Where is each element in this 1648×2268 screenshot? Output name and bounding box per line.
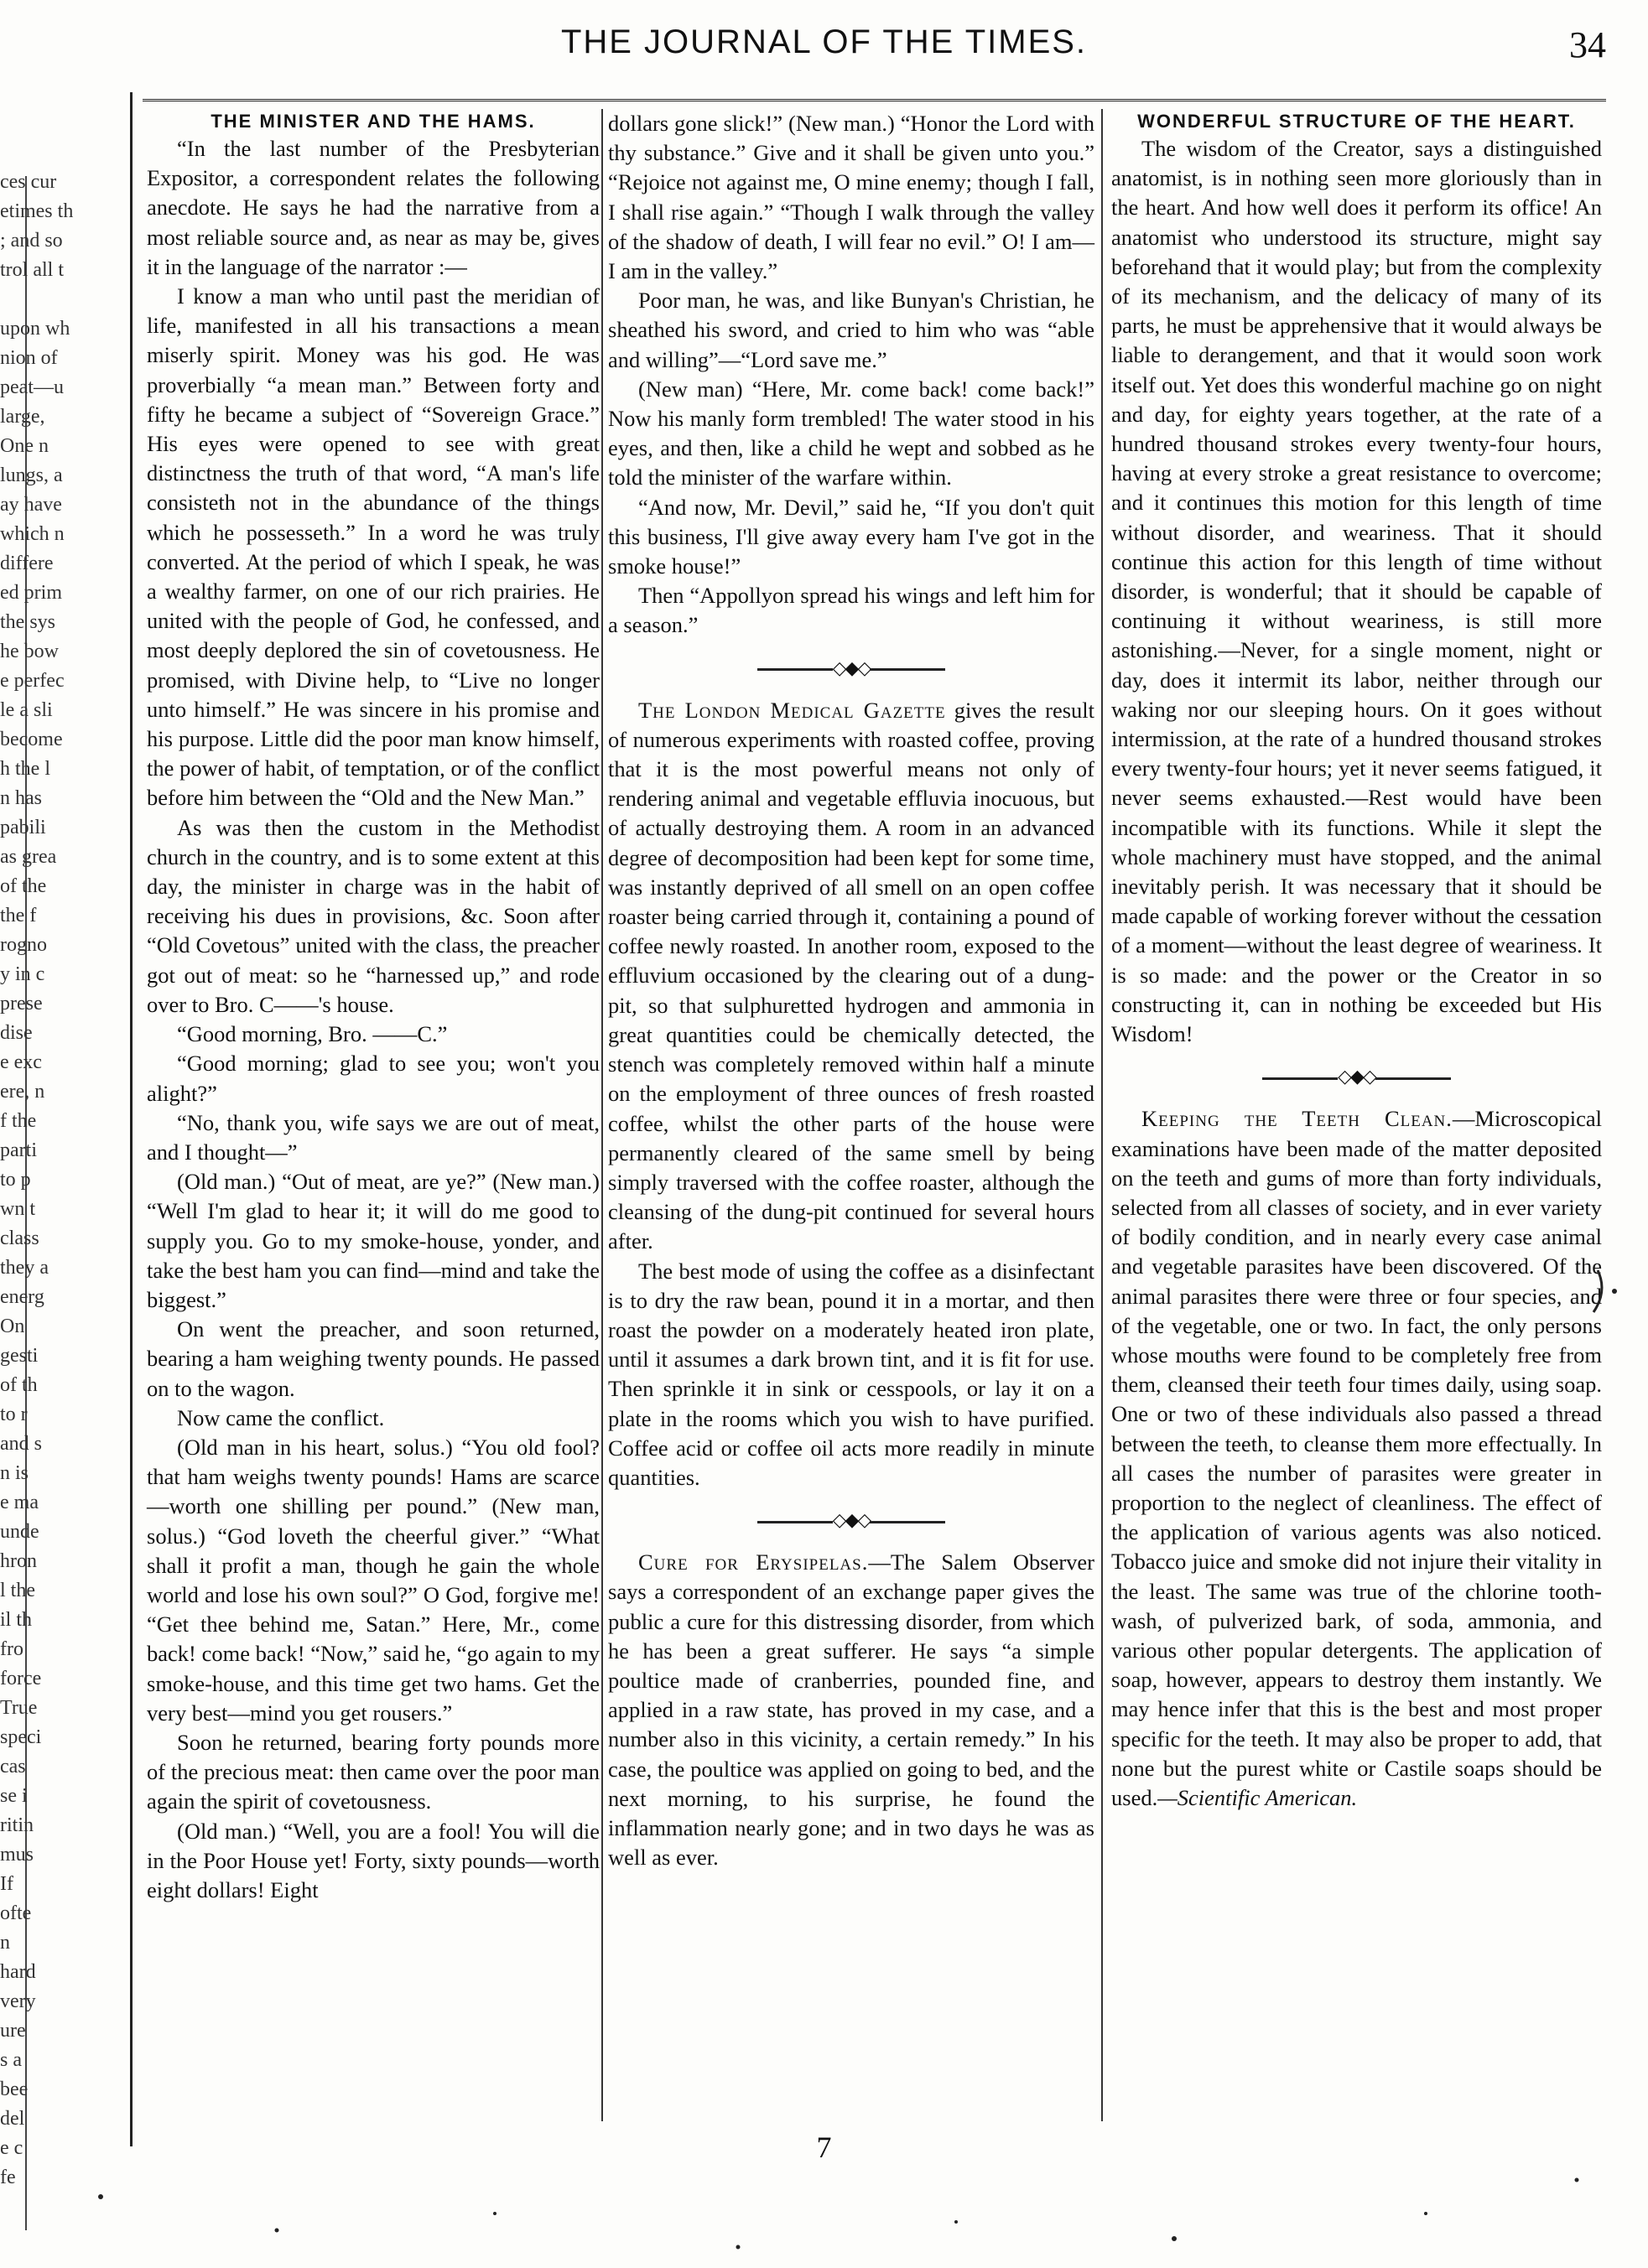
bleed-line: they a — [0, 1257, 49, 1279]
paragraph: Now came the conflict. — [177, 1404, 385, 1430]
bleed-line: to r — [0, 1404, 28, 1425]
article-heart-text: The wisdom of the Creator, says a distinguished anatomist, is in nothing seen more gloriously than in the heart. And how well does it perform its office! An anatomist who understood its structure, might say beforehand that it would play; but from the complexity of its mechanism, and the delicacy of many of its parts, he must be apprehensive that it would always be liable to derangement, and that it would soon work itself out. Yet does this wonderful machine go on night and day, for eighty years together, at the rate of a hundred thousand strokes every twenty-four hours, having at every stroke a great resistance to overcome; and it continues this motion for this length of time without disorder, and weariness. That it should continue this action for this length of time without disorder, is wonderful; that it should be capable of continuing it without weariness, is still more astonishing.—Never, for a single moment, night or day, does it intermit its labor, neither through our waking nor our sleeping hours. On it goes without intermission, at the rate of a hundred thousand strokes every twenty-four hours; yet it never seems fatigued, it never seems exhausted.—Rest would have been incompatible with its functions. While it slept the whole machinery must have stopped, and the animal inevitably perish. It was necessary that it should be made capable of working forever without the cessation of a moment—without the least degree of weariness. It is so made: and the power or the Creator in so constructing it, can in nothing be exceeded but His Wisdom! — [1111, 136, 1602, 1047]
paragraph: (Old man.) “Well, you are a fool! You will die in the Poor House yet! Forty, sixty pounds—worth eight dollars! Eight — [147, 1818, 600, 1902]
bleed-line: and s — [0, 1433, 42, 1455]
bleed-line: ofte — [0, 1902, 32, 1924]
bleed-line: e exc — [0, 1051, 42, 1073]
article-coffee-paragraph — [608, 696, 1094, 1257]
paragraph: On went the preacher, and soon returned, bearing a ham weighing twenty pounds. He passed on to the wagon. — [147, 1316, 600, 1401]
bleed-line: unde — [0, 1521, 39, 1543]
bleed-line: he bow — [0, 641, 59, 662]
bleed-line: class — [0, 1227, 39, 1249]
column-rule-2 — [1101, 109, 1103, 2121]
bleed-line: l the — [0, 1580, 35, 1601]
bleed-line: ure — [0, 2020, 26, 2042]
bleed-line: le a sli — [0, 699, 53, 721]
article-heading-heart: WONDERFUL STRUCTURE OF THE HEART. — [1137, 111, 1576, 132]
article-teeth-source: —Scientific American. — [1157, 1784, 1358, 1810]
column-2 — [608, 109, 1094, 1872]
bleed-line: which n — [0, 523, 65, 545]
paragraph: (Old man.) “Out of meat, are ye?” (New man.) “Well I'm glad to hear it; it will do me good to supply you. Go to my smoke-house, yonder, and take the best ham you can find—mind and take the biggest.” — [147, 1169, 600, 1312]
paragraph: Soon he returned, bearing forty pounds more of the precious meat: then came over the poor man again the spirit of covetousness. — [147, 1729, 600, 1814]
article-lead-coffee: The London Medical Gazette — [638, 697, 946, 723]
article-lead-teeth: Keeping the Teeth Clean. — [1141, 1106, 1453, 1132]
bleed-line: ay have — [0, 494, 62, 516]
bleed-line: il th — [0, 1609, 33, 1631]
running-head-title: THE JOURNAL OF THE TIMES. — [560, 23, 1088, 60]
article-teeth-paragraph — [1111, 1104, 1602, 1813]
section-ornament: ◇◆◇ — [608, 656, 1094, 681]
bleed-line: True — [0, 1697, 38, 1719]
bleed-line: ritin — [0, 1814, 34, 1836]
paragraph: “And now, Mr. Devil,” said he, “If you don't quit this business, I'll give away every ham I've got in the smoke house!” — [608, 494, 1094, 579]
bleed-line: ; and so — [0, 230, 63, 252]
bleed-line: bee — [0, 2079, 29, 2100]
paragraph: Poor man, he was, and like Bunyan's Christian, he sheathed his sword, and cried to him who was “able and willing”—“Lord save me.” — [608, 288, 1094, 372]
bleed-line: e c — [0, 2137, 23, 2159]
bleed-line: wn t — [0, 1198, 35, 1220]
bleed-line: hron — [0, 1550, 37, 1572]
column-1 — [147, 109, 600, 1905]
section-ornament: ◇◆◇ — [1111, 1064, 1602, 1089]
bleed-line: se i — [0, 1785, 28, 1807]
bleed-line: y in c — [0, 963, 45, 985]
bleed-line: hard — [0, 1961, 36, 1983]
bleed-line: dise — [0, 1022, 33, 1044]
bleed-line: ere, n — [0, 1081, 45, 1103]
page-number: 7 — [816, 2130, 832, 2164]
article-lead-erysipelas: Cure for Erysipelas. — [638, 1549, 869, 1575]
bleed-line: cas — [0, 1756, 26, 1778]
paragraph: As was then the custom in the Methodist church in the country, and is to some extent at this day, the minister in charge was in the habit of receiving his dues in provisions, &c. Soon after “Old Covetous” united with the class, the preacher got out of meat: so he “harnessed up,” and rode over to Bro. C——'s house. — [147, 814, 600, 1017]
bleed-line: very — [0, 1990, 36, 2012]
paragraph: The best mode of using the coffee as a disinfectant is to dry the raw bean, pound it in a mortar, and then roast the powder on a moderately heated iron plate, until it assumes a dark brown tint, and it is fit for use. Then sprinkle it in sink or cesspools, or lay it on a plate in the rooms which you wish to have purified. Coffee acid or coffee oil acts more readily in minute quantities. — [608, 1258, 1094, 1490]
bleed-line: fro — [0, 1638, 23, 1660]
bleed-line: e ma — [0, 1492, 39, 1513]
bleed-line: gesti — [0, 1345, 39, 1367]
paragraph: (New man) “Here, Mr. come back! come back!” Now his manly form trembled! The water stood in his eyes, and then, like a child he wept and sobbed as he told the minister of the warfare within. — [608, 376, 1094, 490]
bleed-line: trol all t — [0, 259, 64, 281]
bleed-line: mus — [0, 1844, 34, 1866]
article-teeth-text: —Microscopical examinations have been made of the matter deposited on the teeth and gums of more than forty individuals, selected from all classes of society, and in ever variety of bodily condition, and in nearly every case animal and vegetable parasites have been discovered. Of the animal parasites there were three or four species, and of the vegetable, one or two. In fact, the only persons whose mouths were found to be completely free from them, cleansed their teeth four times daily, using soap. One or two of these individuals also passed a thread between the teeth, to cleanse them more effectually. In all cases the number of parasites were greater in proportion to the neglect of cleanliness. The effect of the application of various agents was also noticed. Tobacco juice and smoke did not injure their vitality in the least. The same was true of the chlorine tooth-wash, of pulverized bark, of soda, ammonia, and various other popular detergents. The application of soap, however, appears to destroy them instantly. We may hence infer that this is the best and most proper specific for the teeth. It may also be proper to add, that none but the purest white or Castile soaps should be used. — [1111, 1106, 1602, 1810]
left-frame-rule — [130, 92, 133, 2146]
bleed-line: h the l — [0, 758, 50, 780]
bleed-line: become — [0, 729, 63, 750]
paragraph: I know a man who until past the meridian of life, manifested in all his transactions a mean miserly spirit. Money was his god. He was proverbially “a mean man.” Between forty and fifty he became a subject of “Sovereign Grace.” His eyes were opened to see with great distinctness the truth of that word, “A man's life consisteth not in the abundance of the things which he possesseth.” In a word he was truly converted. At the period of which I speak, he was a wealthy farmer, on one of our rich prairies. He united with the people of God, he confessed, and most deeply deplored the sin of covetousness. He promised, with Divine help, to “Live no longer unto himself.” He was sincere in his promise and his purpose. Little did the poor man know himself, the power of habit, of temptation, or of the conflict before him between the “Old and the New Man.” — [147, 283, 600, 811]
bleed-line: energ — [0, 1286, 44, 1308]
bleed-line: On — [0, 1316, 25, 1337]
bleed-line: speci — [0, 1726, 42, 1748]
bleed-line: to p — [0, 1169, 31, 1191]
facing-page-bleed-through — [0, 168, 143, 2188]
bleed-line: the sys — [0, 611, 55, 633]
bleed-line: the f — [0, 905, 37, 926]
bleed-line: f the — [0, 1110, 37, 1132]
paragraph: “Good morning, Bro. ——C.” — [177, 1021, 448, 1047]
article-erysipelas-text: —The Salem Observer says a correspondent of an exchange paper gives the public a cure for this distressing disorder, from which he has been a great sufferer. He says “a simple poultice made of cranberries, pounded fine, and applied in a raw state, has proved in my case, and a number also in this vicinity, a certain remedy.” In his case, the poultice was applied on going to bed, and the next morning, to his surprise, he found the inflammation nearly gone; and in two days he was as well as ever. — [608, 1549, 1094, 1871]
bleed-line: ed prim — [0, 582, 62, 604]
bleed-line: One n — [0, 435, 49, 457]
article-erysipelas-paragraph — [608, 1548, 1094, 1872]
bleed-line: If — [0, 1873, 13, 1895]
paragraph-continued: dollars gone slick!” (New man.) “Honor the Lord with thy substance.” Give and it shall be given unto you.” “Rejoice not against me, O mine enemy; though I fall, I shall rise again.” “Though I walk through the valley of the shadow of death, I will fear no evil.” O! I am—I am in the valley.” — [608, 111, 1094, 284]
column-3 — [1111, 109, 1602, 1813]
bleed-line: of th — [0, 1374, 38, 1396]
header-rule — [143, 99, 1606, 101]
bleed-line: force — [0, 1668, 42, 1689]
paragraph: “In the last number of the Presbyterian Expositor, a correspondent relates the following anecdote. He says he had the narrative from a most reliable source and, as near as may be, gives it in the language of the narrator :— — [147, 136, 600, 279]
bleed-line: prese — [0, 993, 43, 1015]
bleed-line: s a — [0, 2049, 22, 2071]
paragraph: “Good morning; glad to see you; won't you alight?” — [147, 1051, 600, 1106]
article-coffee-text: gives the result of numerous experiments with roasted coffee, proving that it is the most powerful means not only of rendering animal and vegetable effluvia inocuous, but of actually destroying them. A room in an advanced degree of decomposition had been kept for some time, was instantly deprived of all smell on an open coffee roaster being carried through it, containing a pound of coffee newly roasted. In another room, exposed to the effluvium occasioned by the clearing out of a dung-pit, so that sulphuretted hydrogen and ammonia in great quantities could be chemically detected, the stench was completely removed within half a minute on the employment of three ounces of fresh roasted coffee, whilst the other parts of the house were permanently cleared of the same smell by being simply traversed with the coffee roaster, although the cleansing of the dung-pit continued for several hours after. — [608, 697, 1095, 1254]
bleed-line: nion of — [0, 347, 58, 369]
paragraph: Then “Appollyon spread his wings and left him for a season.” — [608, 583, 1094, 638]
bleed-line: of the — [0, 875, 47, 897]
bleed-line: e perfec — [0, 670, 65, 692]
bleed-line: lungs, a — [0, 464, 63, 486]
paragraph: “No, thank you, wife says we are out of meat, and I thought—” — [147, 1109, 600, 1165]
bleed-line: n is — [0, 1462, 29, 1484]
section-ornament: ◇◆◇ — [608, 1508, 1094, 1533]
bleed-line: parti — [0, 1139, 37, 1161]
bleed-line: rogno — [0, 934, 47, 956]
bleed-line: n — [0, 1932, 10, 1954]
bleed-line: as grea — [0, 846, 57, 868]
paragraph: (Old man in his heart, solus.) “You old fool? that ham weighs twenty pounds! Hams are scarce—worth one shilling per pound.” (New man, solus.) “God loveth the cheerful giver.” “What shall it profit a man, though he gain the whole world and lose his own soul?” O God, forgive me! “Get thee behind me, Satan.” Here, Mr., come back! come back! “Now,” said he, “go again to my smoke-house, and this time get two hams. Get the very best—mind you get rousers.” — [147, 1434, 600, 1726]
article-body-minister — [147, 134, 600, 1905]
bleed-line: ces cur — [0, 171, 57, 193]
bleed-line: peat—u — [0, 376, 64, 398]
folio-number: 34 — [1569, 24, 1606, 65]
bleed-line: differe — [0, 553, 54, 574]
bleed-line: del — [0, 2108, 25, 2130]
bleed-line: pabili — [0, 817, 46, 838]
bleed-line: large, — [0, 406, 45, 428]
bleed-line: fe — [0, 2167, 16, 2188]
article-heading-minister: THE MINISTER AND THE HAMS. — [211, 111, 536, 132]
bleed-line: n has — [0, 787, 42, 809]
bleed-line — [0, 285, 143, 314]
column-rule-1 — [601, 109, 603, 2121]
bleed-line: etimes th — [0, 200, 74, 222]
bleed-line: upon wh — [0, 318, 70, 340]
